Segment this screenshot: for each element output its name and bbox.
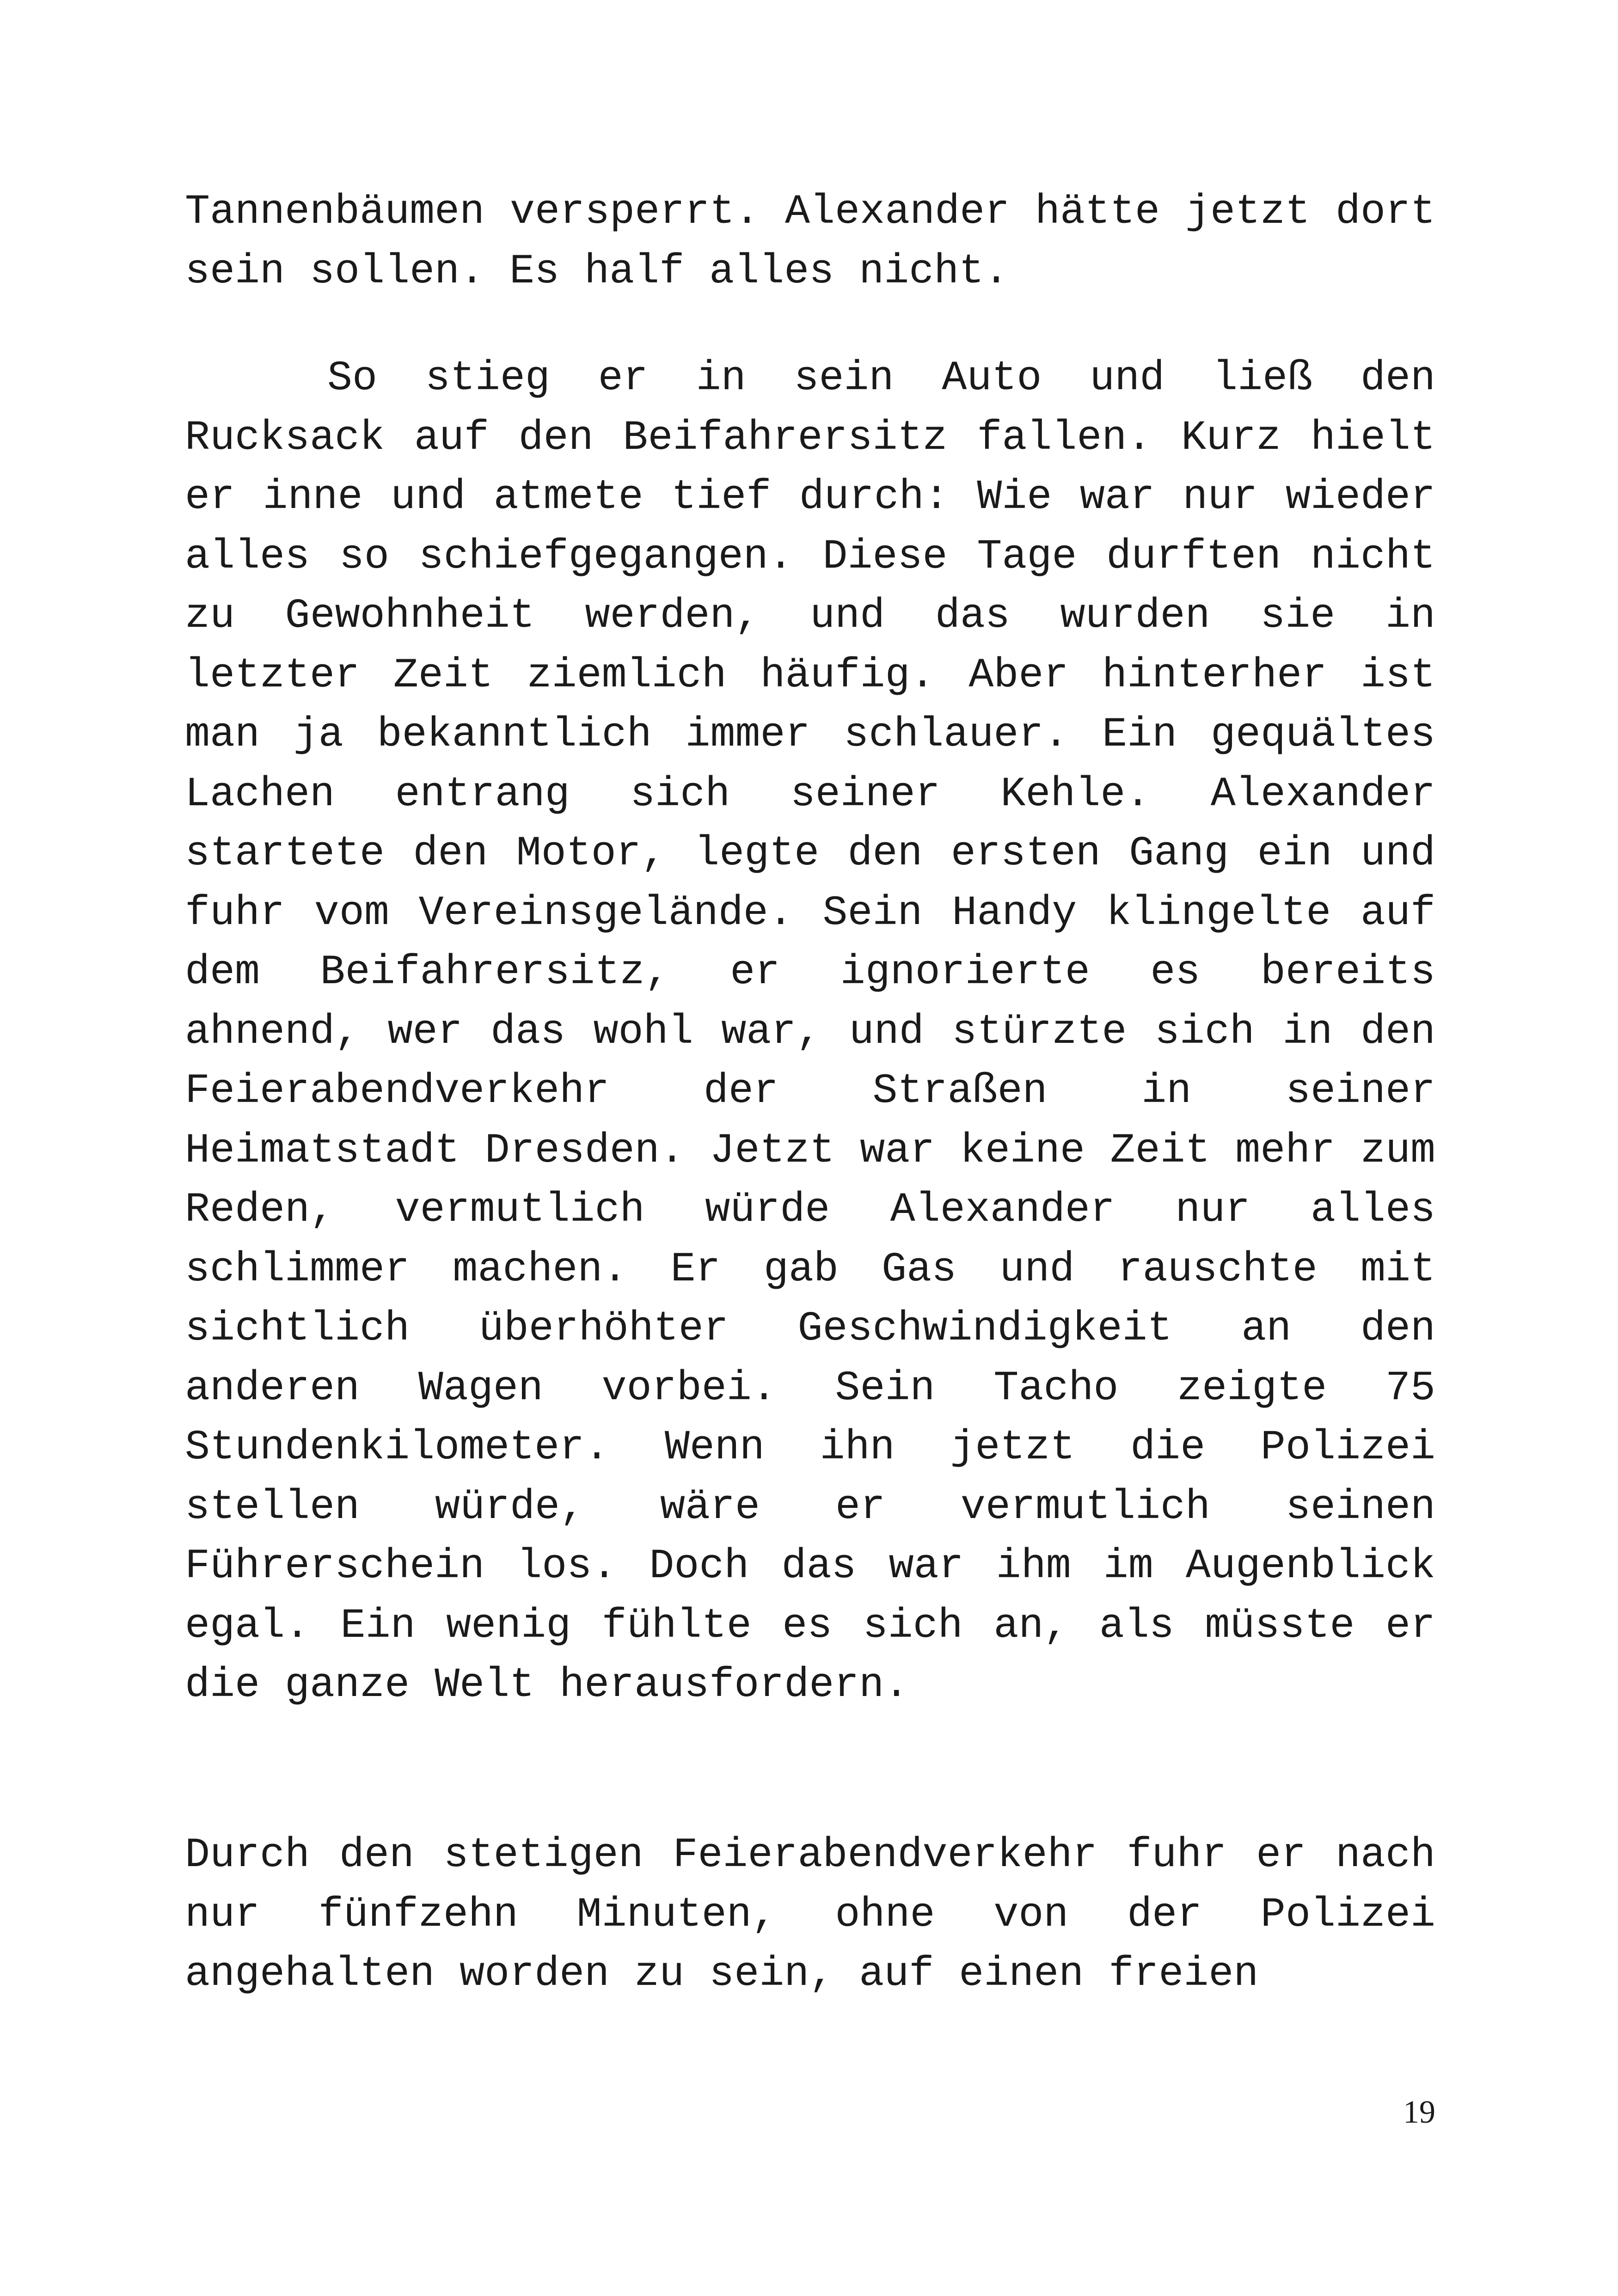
paragraph-continuation: Tannenbäumen versperrt. Alexander hätte jetzt dort sein sollen. Es half alles nicht. [185, 189, 1435, 295]
paragraph-indented: So stieg er in sein Auto und ließ den Rucksack auf den Beifahrersitz fallen. Kurz hielt er inne und atmete tief durch: Wie war nur wieder alles so schiefgegangen. Diese Tage durften nicht zu Gewohnheit werden, und das wurden sie in letzter Zeit ziemlich häufig. Aber hinterher ist man ja bekanntlich immer schlauer. Ein gequältes Lachen entrang sich seiner Kehle. Alexander startete den Motor, legte den ersten Gang ein und fuhr vom Vereinsgelände. Sein Handy klingelte auf dem Beifahrersitz, er ignorierte es bereits ahnend, wer das wohl war, und stürzte sich in den Feierabendverkehr der Straßen in seiner Heimatstadt Dresden. Jetzt war keine Zeit mehr zum Reden, vermutlich würde Alexander nur alles schlimmer machen. Er gab Gas und rauschte mit sichtlich überhöhter Geschwindigkeit an den anderen Wagen vorbei. Sein Tacho zeigte 75 Stundenkilometer. Wenn ihn jetzt die Polizei stellen würde, wäre er vermutlich seinen Führerschein los. Doch das war ihm im Augenblick egal. Ein wenig fühlte es sich an, als müsste er die ganze Welt herausfordern. [185, 355, 1435, 1709]
paragraph-final: Durch den stetigen Feierabendverkehr fuhr er nach nur fünfzehn Minuten, ohne von der Polizei angehalten worden zu sein, auf einen freien [185, 1832, 1435, 1998]
page-number: 19 [1403, 2094, 1435, 2130]
